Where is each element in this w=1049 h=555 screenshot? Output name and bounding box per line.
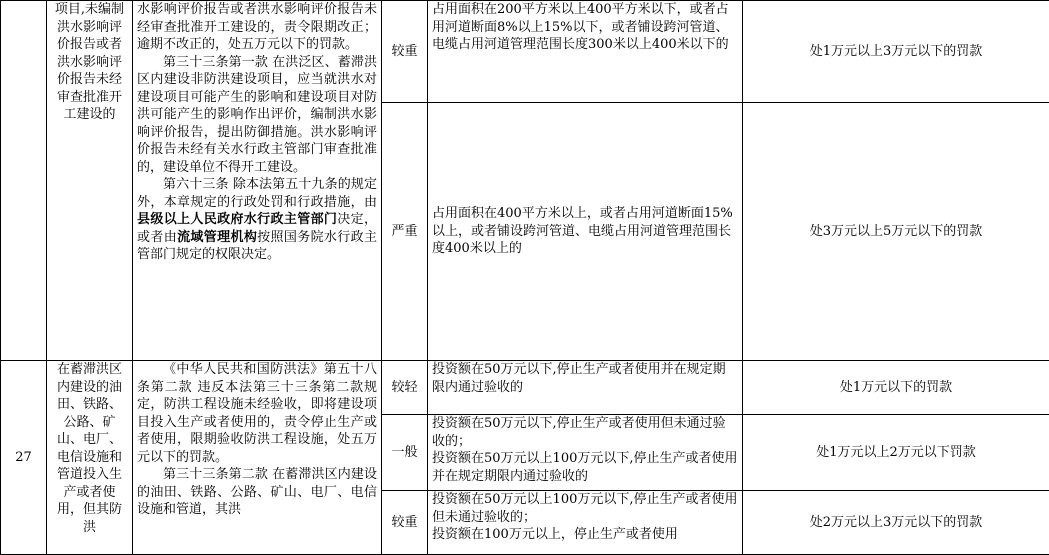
severity-level-cell: 较轻 (382, 361, 428, 415)
row-number-cell (1, 1, 47, 361)
table-row (1, 361, 1049, 415)
row-number-cell: 27 (1, 361, 47, 555)
legal-text: 决定，或者由 (137, 212, 377, 245)
penalty-standard-cell: 处3万元以上5万元以下的罚款 (743, 103, 1049, 361)
legal-text: 第三十三条第一款 在洪泛区、蓄滞洪区内建设非防洪建设项目，应当就洪水对建设项目可能产生的影响和建设项目对防洪可能产生的影响作出评价，编制洪水影响评价报告，提出防御措施。洪水影响评价报告未经有关水行政主管部门审查批准的，建设单位不得开工建设。 (137, 54, 377, 175)
circumstance-cell: 占用面积在400平方米以上，或者占用河道断面15%以上，或者铺设跨河管道、电缆占用河道管理范围长度400米以上的 (428, 103, 743, 361)
severity-level-cell: 较重 (382, 491, 428, 555)
penalty-standard-cell: 处1万元以下的罚款 (743, 361, 1049, 415)
legal-basis-paragraph (137, 361, 377, 466)
legal-basis-paragraph (137, 176, 377, 264)
penalty-standard-cell: 处1万元以上2万元以下罚款 (743, 415, 1049, 491)
illegal-act-cell: 在蓄滞洪区内建设的油田、铁路、公路、矿山、电厂、电信设施和管道投入生产或者使用，但其防洪 (47, 361, 133, 555)
legal-text: 《中华人民共和国防洪法》第五十八条第二款 违反本法第三十三条第二款规定，防洪工程设施未经验收，即将建设项目投入生产或者使用的，责令停止生产或者使用，限期验收防洪工程设施，处五万元以下的罚款。 (137, 362, 377, 465)
circumstance-cell: 占用面积在200平方米以上400平方米以下，或者占用河道断面8%以上15%以下，或者铺设跨河管道、电缆占用河道管理范围长度300米以上400米以下的 (428, 1, 743, 103)
penalty-standard-cell: 处2万元以上3万元以下的罚款 (743, 491, 1049, 555)
legal-basis-paragraph (137, 54, 377, 177)
emphasized-authority: 县级以上人民政府水行政主管部门 (137, 212, 338, 227)
legal-basis-cell (133, 361, 382, 555)
legal-text: 按照国务院水行政主管部门规定的权限决定。 (137, 229, 377, 262)
circumstance-cell: 投资额在50万元以下,停止生产或者使用并在规定期限内通过验收的 (428, 361, 743, 415)
penalty-standard-cell: 处1万元以上3万元以下的罚款 (743, 1, 1049, 103)
legal-text: 水影响评价报告或者洪水影响评价报告未经审查批准开工建设的，责令限期改正；逾期不改正的，处五万元以下的罚款。 (137, 2, 377, 52)
severity-level-cell: 较重 (382, 1, 428, 103)
legal-basis-cell (133, 1, 382, 361)
legal-text: 第六十三条 除本法第五十九条的规定外，本章规定的行政处罚和行政措施，由 (137, 177, 377, 210)
emphasized-authority: 流域管理机构 (177, 229, 258, 245)
severity-level-cell: 严重 (382, 103, 428, 361)
legal-text: 第三十三条第二款 在蓄滞洪区内建设的油田、铁路、公路、矿山、电厂、电信设施和管道，其洪 (137, 467, 377, 517)
legal-basis-paragraph (137, 1, 377, 54)
circumstance-cell: 投资额在50万元以下,停止生产或者使用但未通过验收的； 投资额在50万元以上100万元以下,停止生产或者使用并在规定期限内通过验收的 (428, 415, 743, 491)
table-row (1, 1, 1049, 103)
circumstance-cell: 投资额在50万元以上100万元以下,停止生产或者使用但未通过验收的； 投资额在100万元以上，停止生产或者使用 (428, 491, 743, 555)
severity-level-cell: 一般 (382, 415, 428, 491)
illegal-act-cell: 项目,未编制洪水影响评价报告或者洪水影响评价报告未经审查批准开工建设的 (47, 1, 133, 361)
legal-basis-paragraph (137, 466, 377, 519)
